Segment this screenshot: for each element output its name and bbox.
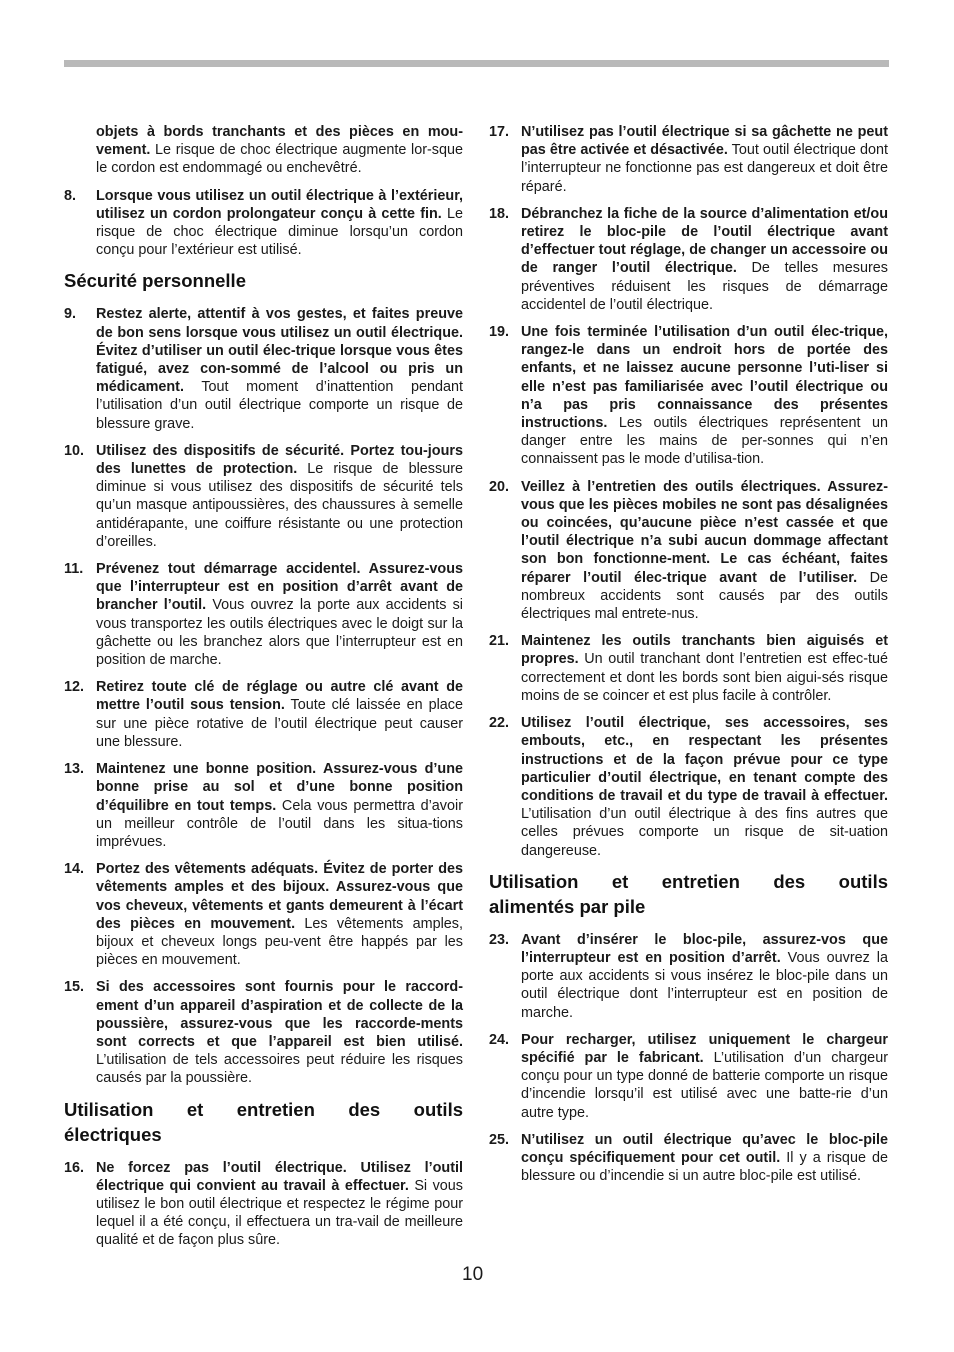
item-body-text: Cela vous permettra d’avoir un meilleur contrôle de l’outil dans les situa-tions imprévues. <box>96 797 463 850</box>
item-body-text: Le risque de blessure diminue si vous utilisez des dispositifs de sécurité tels qu’un masque antipoussières, des chaussures à semelle antidérapante, une coiffure résistante ou une protection d’oreilles. <box>96 461 463 550</box>
list-item-25 <box>489 1131 888 1186</box>
list-item-9 <box>64 305 463 432</box>
item-number: 12. <box>64 679 85 696</box>
list-item-18 <box>489 205 888 314</box>
top-rule <box>64 60 889 67</box>
item-number: 20. <box>489 478 510 495</box>
item-bold-text: Si des accessoires sont fournis pour le raccord-ement d’un appareil d’aspiration et de collecte de la poussière, assurez-vous que les raccorde-ments sont corrects et que l’appareil est bien utilisé. <box>96 979 463 1050</box>
list-item-10 <box>64 442 463 551</box>
item-bold-text: Lorsque vous utilisez un outil électrique à l’extérieur, utilisez un cordon prolongateur conçu à cette fin. <box>96 187 463 222</box>
page-number: 10 <box>462 1264 484 1285</box>
left-column <box>64 123 463 1259</box>
item-number: 21. <box>489 633 510 650</box>
item-bold-text: Utilisez des dispositifs de sécurité. Portez tou-jours des lunettes de protection. <box>96 442 463 478</box>
item-bold-text: N’utilisez pas l’outil électrique si sa gâchette ne peut pas être activée et désactivée. <box>521 124 888 159</box>
item-body-text: De nombreux accidents sont causés par des outils électriques mal entrete-nus. <box>521 569 888 623</box>
right-column <box>489 123 888 1194</box>
item-bold-text: Retirez toute clé de réglage ou autre clé avant de mettre l’outil sous tension. <box>96 679 463 714</box>
item-number: 9. <box>64 306 77 323</box>
section-heading-securite: Sécurité personnelle <box>64 270 246 292</box>
item-bold-text: Maintenez les outils tranchants bien aiguisés et propres. <box>521 633 888 668</box>
item-bold-text: Prévenez tout démarrage accidentel. Assurez-vous que l’interrupteur est en position d’arrêt avant de brancher l’outil. <box>96 561 463 614</box>
list-item-13 <box>64 760 463 851</box>
item-bold-text: N’utilisez un outil électrique qu’avec le bloc-pile conçu spécifiquement pour cet outil. <box>521 1131 888 1166</box>
item-number: 10. <box>64 442 85 459</box>
list-item-20 <box>489 478 888 624</box>
item-number: 22. <box>489 715 510 732</box>
item-number: 11. <box>64 561 84 578</box>
item-body-text: Un outil tranchant dont l’entretien est effec-tué correctement et dont les bords sont bien aigui-sés risque moins de se coincer et est plus facile à contrôler. <box>521 651 888 704</box>
item-bold-text: objets à bords tranchants et des pièces en mou-vement. <box>96 124 463 159</box>
list-item-14 <box>64 860 463 969</box>
item-body-text: Le risque de choc électrique augmente lor-sque le cordon est endommagé ou enchevêtré. <box>96 142 463 177</box>
item-bold-text: Portez des vêtements adéquats. Évitez de porter des vêtements amples et des bijoux. Assurez-vous que vos cheveux, vêtements et gants demeurent à l’écart des pièces en mouvement. <box>96 861 463 932</box>
item-number: 19. <box>489 324 510 341</box>
item-number: 18. <box>489 205 510 222</box>
heading-line-2: alimentés par pile <box>489 895 646 917</box>
item-bold-text: Veillez à l’entretien des outils électriques. Assurez-vous que les pièces mobiles ne sont pas désalignées ou coincées, qu’aucune pièce n’est cassée et que l’outil électrique n’a subi aucun dommage affectant son bon fonctionne-ment. Le cas échéant, faites réparer l’outil élec-trique avant de l’utiliser. <box>521 478 888 586</box>
list-item-16 <box>64 1159 463 1250</box>
list-item-11 <box>64 560 463 669</box>
list-item-12 <box>64 678 463 751</box>
item-bold-text: Utilisez l’outil électrique, ses accessoires, ses embouts, etc., en respectant les présentes instructions et de la façon prévue pour ce type particulier d’outil électrique, en tenant compte des conditions de travail et du type de travail à effectuer. <box>521 715 888 804</box>
item-body-text: Vous ouvrez la porte aux accidents si vous transportez les outils électriques avec le doigt sur la gâchette ou les branchez alors que l’interrupteur est en position de marche. <box>96 597 464 669</box>
heading-line-1: Utilisation et entretien des outils <box>64 1098 463 1120</box>
item-body-text: L’utilisation d’un chargeur conçu pour un type donné de batterie comporte un risque d’incendie lorsqu’il est utilisé avec une batte-rie d’un autre type. <box>521 1049 888 1121</box>
item-number: 17. <box>489 124 510 140</box>
item-body-text: De telles mesures préventives réduisent les risques de démarrage accidentel de l’outil électrique. <box>521 260 888 313</box>
item-bold-text: Avant d’insérer le bloc-pile, assurez-vos que l’interrupteur est en position d’arrêt. <box>521 931 888 966</box>
item-number: 15. <box>64 979 85 996</box>
list-item-24 <box>489 1031 888 1122</box>
list-item-8 <box>64 187 463 260</box>
list-item-17 <box>489 123 888 196</box>
item-body-text: Les outils électriques représentent un danger entre les mains de per-sonnes qui n’en connaissent pas le mode d’utilisa-tion. <box>521 415 888 468</box>
item-body-text: Il y a risque de blessure ou d’incendie si un autre bloc-pile est utilisé. <box>521 1149 888 1185</box>
item-number: 16. <box>64 1159 85 1176</box>
section-heading-outils-pile <box>489 869 888 919</box>
item-body-text: L’utilisation de tels accessoires peut réduire les risques causés par la poussière. <box>96 1052 463 1087</box>
item-body-text: Toute clé laissée en place sur une pièce rotative de l’outil électrique peut causer une blessure. <box>96 697 463 750</box>
list-item-15 <box>64 978 463 1087</box>
item-body-text: Tout moment d’inattention pendant l’utilisation d’un outil électrique comporte un risque de blessure grave. <box>96 379 463 432</box>
item-number: 24. <box>489 1031 510 1048</box>
item-number: 25. <box>489 1131 510 1148</box>
item-bold-text: Pour recharger, utilisez uniquement le chargeur spécifié par le fabricant. <box>521 1031 888 1066</box>
item-number: 23. <box>489 931 510 948</box>
item-body-text: L’utilisation d’un outil électrique à des fins autres que celles prévues comporte un risque de sit-uation dangereuse. <box>521 806 888 859</box>
item-bold-text: Maintenez une bonne position. Assurez-vous d’une bonne prise au sol et d’une bonne position d’équilibre en tout temps. <box>96 761 463 814</box>
section-heading-outils-electriques <box>64 1097 463 1147</box>
item-number: 14. <box>64 861 85 878</box>
list-item-22 <box>489 714 888 860</box>
item-number: 13. <box>64 761 85 778</box>
heading-line-2: électriques <box>64 1123 162 1145</box>
item-body-text: Tout outil électrique dont l’interrupteur ne fonctionne pas est dangereux et doit être réparé. <box>521 142 888 195</box>
item-body-text: Les vêtements amples, bijoux et cheveux longs peu-vent être happés par les pièces en mouvement. <box>96 915 463 969</box>
item-body-text: Le risque de choc électrique diminue lorsqu’un cordon conçu pour l’extérieur est utilisé. <box>96 205 463 259</box>
list-item-21 <box>489 632 888 705</box>
item-number: 8. <box>64 187 77 204</box>
list-item-23 <box>489 931 888 1022</box>
list-item-19 <box>489 323 888 469</box>
item-bold-text: Une fois terminée l’utilisation d’un outil élec-trique, rangez-le dans un endroit hors de portée des enfants, et ne laissez aucune personne l’uti-liser si elle n’est pas familiarisée avec l’outil électrique ou n’a pas pris connaissance des présentes instructions. <box>521 324 888 432</box>
list-item-continued <box>64 123 463 178</box>
heading-line-1: Utilisation et entretien des outils <box>489 870 888 892</box>
item-bold-text: Restez alerte, attentif à vos gestes, et faites preuve de bon sens lorsque vous utilisez un outil électrique. Évitez d’utiliser un outil élec-trique lorsque vous êtes fatigué, avez con-sommé de l’alcool ou pris un médicament. <box>96 306 463 396</box>
item-bold-text: Ne forcez pas l’outil électrique. Utilisez l’outil électrique qui convient au travail à effectuer. <box>96 1159 463 1194</box>
item-body-text: Si vous utilisez le bon outil électrique et respectez le régime pour lequel il a été conçu, il effectuera un tra-vail de meilleure qualité et de façon plus sûre. <box>96 1177 463 1249</box>
item-body-text: Vous ouvrez la porte aux accidents si vous insérez le bloc-pile dans un outil électrique dont l’interrupteur est en position de marche. <box>521 949 888 1021</box>
item-bold-text: Débranchez la fiche de la source d’alimentation et/ou retirez le bloc-pile de l’outil électrique avant d’effectuer tout réglage, de changer un accessoire ou de ranger l’outil électrique. <box>521 205 888 277</box>
